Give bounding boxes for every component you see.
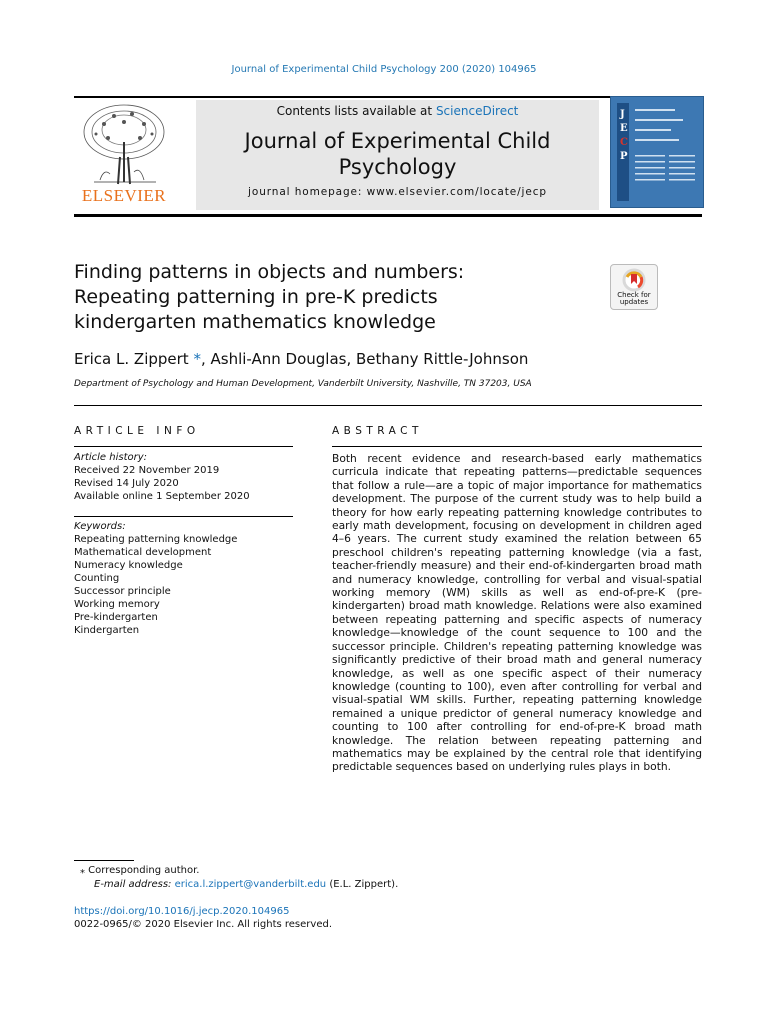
article-info-rule	[74, 446, 293, 447]
keyword-item: Numeracy knowledge	[74, 560, 183, 571]
keyword-item: Kindergarten	[74, 625, 140, 636]
elsevier-wordmark: ELSEVIER	[81, 186, 167, 205]
keyword-item: Pre-kindergarten	[74, 612, 158, 623]
footnote-rule	[74, 860, 134, 861]
article-title-line1: Finding patterns in objects and numbers:	[74, 261, 465, 283]
abstract-rule	[332, 446, 702, 447]
affiliation: Department of Psychology and Human Development, Vanderbilt University, Nashville, TN 37203, USA	[74, 379, 532, 389]
doi-link[interactable]: https://doi.org/10.1016/j.jecp.2020.104965	[74, 906, 290, 917]
check-updates-line1: Check for	[617, 291, 651, 299]
author-name[interactable]: Erica L. Zippert	[74, 350, 189, 368]
check-updates-line2: updates	[619, 298, 649, 306]
article-history	[74, 451, 293, 503]
email-label: E-mail address:	[94, 879, 175, 890]
keyword-item: Successor principle	[74, 586, 171, 597]
keywords	[74, 520, 293, 637]
email-line	[74, 878, 398, 892]
email-suffix: (E.L. Zippert).	[326, 879, 399, 890]
received-date: Received 22 November 2019	[74, 465, 220, 476]
article-info-heading: ARTICLE INFO	[74, 425, 200, 437]
svg-text:J: J	[620, 109, 625, 120]
check-for-updates-badge[interactable]	[610, 264, 658, 310]
journal-title-line1: Journal of Experimental Child	[244, 129, 551, 153]
header-rule-bottom	[74, 214, 702, 217]
article-title-line2: Repeating patterning in pre-K predicts	[74, 286, 438, 308]
contents-line	[196, 104, 599, 118]
keyword-item: Working memory	[74, 599, 160, 610]
keywords-rule	[74, 516, 293, 517]
copyright-notice: 0022-0965/© 2020 Elsevier Inc. All rights reserved.	[74, 919, 332, 930]
section-divider	[74, 405, 702, 406]
keywords-label: Keywords:	[74, 521, 126, 532]
keyword-item: Mathematical development	[74, 547, 212, 558]
available-date: Available online 1 September 2020	[74, 491, 250, 502]
journal-citation[interactable]: Journal of Experimental Child Psychology 200 (2020) 104965	[231, 64, 537, 75]
author-list	[74, 350, 528, 368]
corresponding-author-mark[interactable]: *	[193, 350, 201, 368]
svg-text:P: P	[620, 151, 628, 162]
svg-text:E: E	[620, 123, 628, 134]
keyword-item: Counting	[74, 573, 120, 584]
abstract-text: Both recent evidence and research-based early mathematics curricula indicate that repeating patterns—predictable sequences that follow a rule—are a topic of major importance for mathematics development. The purpose of the current study was to help build a theory for how early repeating patterning knowledge contributes to early math development, focusing on development in children aged 4–6 years. The current study examined the relation between 65 preschool children's repeating patterning knowledge (via a fast, teacher-friendly measure) and their end-of-kindergarten broad math and numeracy knowledge, controlling for verbal and visual-spatial working memory (WM) skills as well as end-of-pre-K (pre-kindergarten) broad math knowledge. Relations were also examined between repeating patterning and specific aspects of numeracy knowledge—knowledge of the count sequence to 100 and the successor principle. Children's repeating patterning knowledge was significantly predictive of their broad math and general numeracy knowledge, as well as one specific aspect of their numeracy knowledge (counting to 100), even after controlling for verbal and visual-spatial WM skills. Further, repeating patterning knowledge remained a unique predictor of general numeracy knowledge and counting to 100 after controlling for end-of-pre-K broad math knowledge. The relation between repeating patterning and mathematics may be explained by the central role that identifying predictable sequences based on underlying rules plays in both.	[332, 452, 702, 774]
journal-homepage[interactable]: journal homepage: www.elsevier.com/locate/jecp	[248, 186, 547, 198]
header-rule-top	[74, 96, 702, 98]
journal-title-line2: Psychology	[338, 155, 457, 179]
article-title-line3: kindergarten mathematics knowledge	[74, 311, 436, 333]
other-authors: , Ashli-Ann Douglas, Bethany Rittle-Johnson	[200, 350, 529, 368]
journal-title	[196, 128, 599, 180]
keyword-item: Repeating patterning knowledge	[74, 534, 238, 545]
svg-text:C: C	[620, 137, 628, 148]
email-link[interactable]: erica.l.zippert@vanderbilt.edu	[174, 879, 327, 890]
corresponding-author-note: ⁎ Corresponding author.	[80, 865, 200, 876]
revised-date: Revised 14 July 2020	[74, 478, 179, 489]
footnotes	[74, 864, 398, 892]
contents-prefix: Contents lists available at	[276, 104, 436, 118]
abstract-heading: ABSTRACT	[332, 425, 423, 437]
journal-cover-image	[610, 96, 704, 208]
sciencedirect-link[interactable]: ScienceDirect	[435, 104, 519, 118]
history-label: Article history:	[74, 452, 148, 463]
article-title	[74, 260, 594, 335]
